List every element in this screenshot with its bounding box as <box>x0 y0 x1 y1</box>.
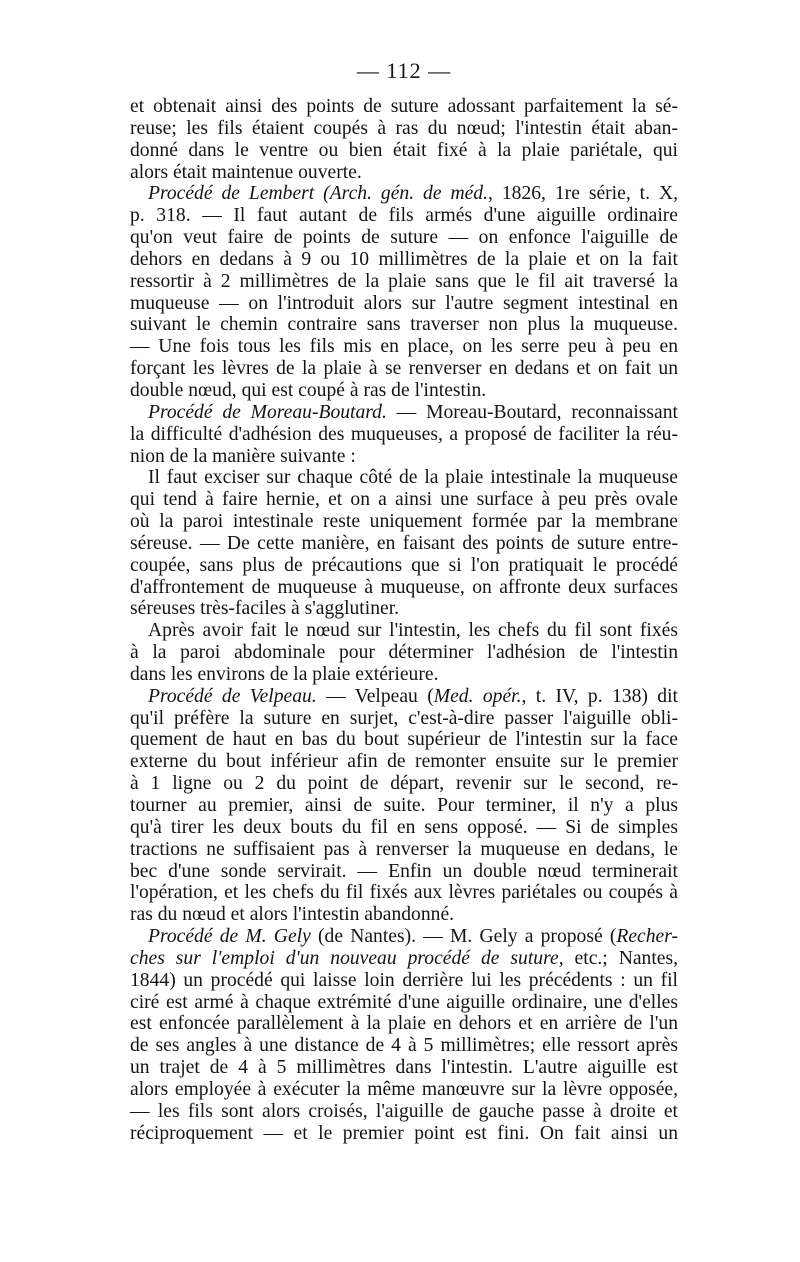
text-segment: alors employée à exécuter la même manœuvre sur la lèvre opposée, <box>130 1078 678 1100</box>
text-line <box>130 271 678 293</box>
book-page <box>130 58 678 1145</box>
text-line <box>130 664 678 686</box>
text-line <box>130 708 678 730</box>
page-number: — 112 — <box>356 58 452 83</box>
text-segment: à 1 ligne ou 2 du point de départ, revenir sur le second, re- <box>130 773 678 795</box>
text-line <box>130 861 678 883</box>
text-segment: qui tend à faire hernie, et on a ainsi une surface à peu près ovale <box>130 489 678 511</box>
text-line <box>130 183 678 205</box>
text-line <box>130 314 678 336</box>
text-segment: la difficulté d'adhésion des muqueuses, a proposé de faciliter la réu- <box>130 423 678 445</box>
text-segment: ressortir à 2 millimètres de la plaie sans que le fil ait traversé la <box>130 270 678 292</box>
text-line <box>130 1079 678 1101</box>
text-segment: forçant les lèvres de la plaie à se renverser en dedans et on fait un <box>130 358 678 380</box>
text-segment: coupée, sans plus de précautions que si l'on pratiquait le procédé <box>130 554 678 576</box>
text-line <box>130 817 678 839</box>
text-segment: qu'à tirer les deux bouts du fil en sens opposé. — Si de simples <box>130 816 678 838</box>
italic-text: ches sur l'emploi d'un nouveau procédé de suture <box>130 947 559 969</box>
text-segment: externe du bout inférieur afin de remonter ensuite sur le premier <box>130 751 678 773</box>
text-line <box>130 424 678 446</box>
text-line <box>130 598 678 620</box>
italic-text: Procédé de Velpeau. <box>148 685 317 707</box>
text-segment: — Velpeau ( <box>316 685 434 707</box>
text-line <box>130 1057 678 1079</box>
text-segment: p. 318. — Il faut autant de fils armés d'une aiguille ordinaire <box>130 205 678 227</box>
text-line <box>130 511 678 533</box>
text-line <box>130 555 678 577</box>
text-line <box>130 795 678 817</box>
text-line <box>130 1123 678 1145</box>
text-segment: où la paroi intestinale reste uniquement formée par la membrane <box>130 511 678 533</box>
text-segment: ras du nœud et alors l'intestin abandonné. <box>130 904 455 926</box>
text-segment: dans les environs de la plaie extérieure. <box>130 663 439 685</box>
text-line <box>130 1013 678 1035</box>
text-line <box>130 162 678 184</box>
text-segment: , 1826, 1re série, t. X, <box>488 183 678 205</box>
text-segment: (de Nantes). — M. Gely a proposé ( <box>310 926 617 948</box>
text-segment: 1844) un procédé qui laisse loin derrière lui les précédents : un fil <box>130 969 678 991</box>
text-line <box>130 205 678 227</box>
text-segment: nion de la manière suivante : <box>130 445 356 467</box>
text-segment: réciproquement — et le premier point est fini. On fait ainsi un <box>130 1122 678 1144</box>
body-text <box>130 96 678 1145</box>
text-line <box>130 1101 678 1123</box>
text-segment: Après avoir fait le nœud sur l'intestin, les chefs du fil sont fixés <box>148 620 678 642</box>
text-segment: suivant le chemin contraire sans traverser non plus la muqueuse. <box>130 314 678 336</box>
italic-text: Med. opér. <box>433 685 522 707</box>
text-segment: tourner au premier, ainsi de suite. Pour terminer, il n'y a plus <box>130 795 678 816</box>
italic-text: Recher- <box>616 926 679 948</box>
text-segment: muqueuse — on l'introduit alors sur l'autre segment intestinal en <box>130 292 678 314</box>
text-line <box>130 358 678 380</box>
text-segment: tractions ne suffisaient pas à renverser la muqueuse en dedans, le <box>130 838 678 860</box>
text-segment: bec d'une sonde servirait. — Enfin un double nœud terminerait <box>130 860 678 882</box>
text-segment: un trajet de 4 à 5 millimètres dans l'intestin. L'autre aiguille est <box>130 1057 678 1079</box>
text-segment: qu'on veut faire de points de suture — on enfonce l'aiguille de <box>130 227 678 249</box>
text-segment: Il faut exciser sur chaque côté de la plaie intestinale la muqueuse <box>148 467 678 489</box>
text-line <box>130 577 678 599</box>
text-line <box>130 773 678 795</box>
text-segment: est enfoncée parallèlement à la plaie en dehors et en arrière de l'un <box>130 1013 678 1035</box>
text-segment: l'opération, et les chefs du fil fixés aux lèvres pariétales ou coupés à <box>130 882 678 904</box>
italic-text: Arch. gén. de méd. <box>329 183 489 205</box>
text-segment: à la paroi abdominale pour déterminer l'adhésion de l'intestin <box>130 642 678 664</box>
text-line <box>130 839 678 861</box>
text-segment: donné dans le ventre ou bien était fixé à la plaie pariétale, qui <box>130 139 678 161</box>
text-segment: d'affrontement de muqueuse à muqueuse, on affronte deux surfaces <box>130 576 678 598</box>
text-line <box>130 533 678 555</box>
text-segment: qu'il préfère la suture en surjet, c'est-à-dire passer l'aiguille obli- <box>130 707 678 729</box>
text-line <box>130 926 678 948</box>
text-line <box>130 96 678 118</box>
italic-text: Procédé de Lembert ( <box>148 183 330 205</box>
italic-text: Procédé de M. Gely <box>148 926 311 948</box>
text-line <box>130 249 678 271</box>
text-segment: dehors en dedans à 9 ou 10 millimètres de la plaie et on la fait <box>130 248 678 270</box>
text-line <box>130 948 678 970</box>
italic-text: Procédé de Moreau-Boutard. <box>148 401 387 423</box>
text-line <box>130 642 678 664</box>
text-line <box>130 402 678 424</box>
text-line <box>130 446 678 468</box>
text-segment: et obtenait ainsi des points de suture adossant parfaitement la sé- <box>130 96 678 117</box>
text-line <box>130 118 678 140</box>
text-segment: quement de haut en bas du bout supérieur de l'intestin sur la face <box>130 729 678 751</box>
text-segment: alors était maintenue ouverte. <box>130 161 362 183</box>
text-segment: , etc.; Nantes, <box>558 947 679 969</box>
text-line <box>130 140 678 162</box>
text-line <box>130 293 678 315</box>
text-segment: reuse; les fils étaient coupés à ras du nœud; l'intestin était aban- <box>130 117 678 139</box>
text-line <box>130 970 678 992</box>
text-line <box>130 751 678 773</box>
text-line <box>130 992 678 1014</box>
text-line <box>130 729 678 751</box>
text-segment: — Une fois tous les fils mis en place, on les serre peu à peu en <box>130 336 678 358</box>
text-segment: , t. IV, p. 138) dit <box>521 685 678 707</box>
text-line <box>130 686 678 708</box>
text-segment: ciré est armé à chaque extrémité d'une aiguille ordinaire, une d'elles <box>130 991 678 1013</box>
text-line <box>130 467 678 489</box>
text-line <box>130 1035 678 1057</box>
text-line <box>130 336 678 358</box>
text-segment: double nœud, qui est coupé à ras de l'intestin. <box>130 379 487 401</box>
text-segment: séreuse. — De cette manière, en faisant des points de suture entre- <box>130 532 678 554</box>
text-line <box>130 489 678 511</box>
text-segment: de ses angles à une distance de 4 à 5 millimètres; elle ressort après <box>130 1035 678 1057</box>
text-segment: — Moreau-Boutard, reconnaissant <box>386 401 678 423</box>
text-line <box>130 227 678 249</box>
text-segment: — les fils sont alors croisés, l'aiguille de gauche passe à droite et <box>130 1100 678 1122</box>
text-segment: séreuses très-faciles à s'agglutiner. <box>130 598 400 620</box>
text-line <box>130 904 678 926</box>
text-line <box>130 620 678 642</box>
text-line <box>130 380 678 402</box>
text-line <box>130 882 678 904</box>
